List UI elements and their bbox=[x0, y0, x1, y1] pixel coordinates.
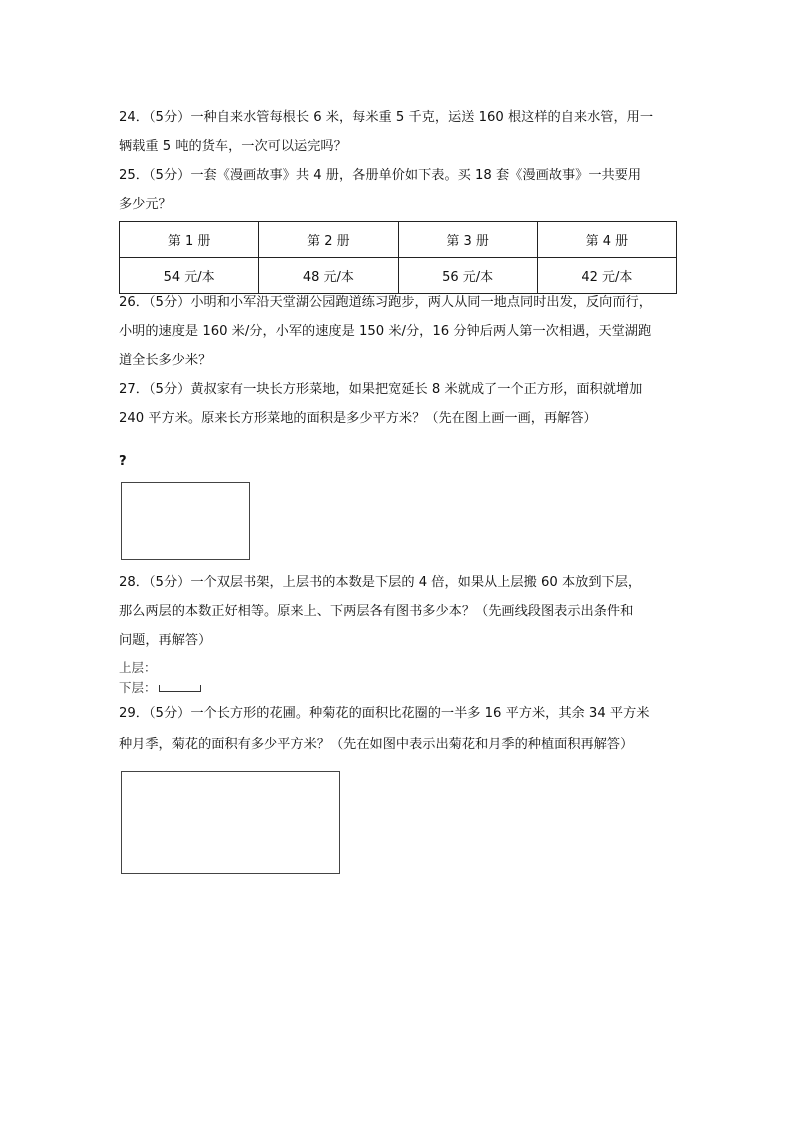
q29-line2: 种月季，菊花的面积有多少平方米？（先在如图中表示出菊花和月季的种植面积再解答） bbox=[119, 737, 634, 752]
q25-line2: 多少元？ bbox=[119, 197, 172, 212]
q26-line1: 26．（5分）小明和小军沿天堂湖公园跑道练习跑步，两人从同一地点同时出发，反向而行， bbox=[119, 295, 652, 310]
upper-shelf-label: 上层： bbox=[119, 660, 157, 675]
q27-line1: 27．（5分）黄叔家有一块长方形菜地，如果把宽延长 8 米就成了一个正方形，面积就增加 bbox=[119, 382, 643, 397]
rectangle-figure-q27 bbox=[121, 482, 250, 560]
q28-line2: 那么两层的本数正好相等。原来上、下两层各有图书多少本？（先画线段图表示出条件和 bbox=[119, 604, 634, 619]
table-cell: 第 3 册 bbox=[398, 222, 537, 258]
q29-line1: 29．（5分）一个长方形的花圃。种菊花的面积比花圈的一半多 16 平方米，其余 34 平方米 bbox=[119, 706, 650, 721]
lower-shelf-row bbox=[119, 678, 201, 698]
q28-line1: 28．（5分）一个双层书架，上层书的本数是下层的 4 倍，如果从上层搬 60 本放到下层， bbox=[119, 575, 642, 590]
table-cell: 第 1 册 bbox=[120, 222, 259, 258]
q25-line1: 25．（5分）一套《漫画故事》共 4 册，各册单价如下表。买 18 套《漫画故事》一共要用 bbox=[119, 168, 642, 183]
q28-line3: 问题，再解答） bbox=[119, 633, 212, 648]
table-cell: 56 元/本 bbox=[398, 258, 537, 294]
lower-shelf-label: 下层： bbox=[119, 680, 157, 695]
table-header-row bbox=[120, 222, 677, 258]
table-row bbox=[120, 258, 677, 294]
q26-line3: 道全长多少米？ bbox=[119, 353, 212, 368]
table-cell: 54 元/本 bbox=[120, 258, 259, 294]
q26-line2: 小明的速度是 160 米/分，小军的速度是 150 米/分，16 分钟后两人第一次相遇，天堂湖跑 bbox=[119, 324, 652, 339]
line-segment-figure bbox=[159, 685, 201, 692]
q27-line2: 240 平方米。原来长方形菜地的面积是多少平方米？（先在图上画一画，再解答） bbox=[119, 411, 597, 426]
q24-line2: 辆载重 5 吨的货车，一次可以运完吗？ bbox=[119, 139, 347, 154]
q24-line1: 24．（5分）一种自来水管每根长 6 米，每米重 5 千克，运送 160 根这样的自来水管，用一 bbox=[119, 110, 654, 125]
table-cell: 48 元/本 bbox=[259, 258, 398, 294]
table-cell: 第 2 册 bbox=[259, 222, 398, 258]
rectangle-figure-q29 bbox=[121, 771, 340, 874]
price-table bbox=[119, 221, 677, 294]
q27-mark: ? bbox=[119, 454, 127, 469]
table-cell: 第 4 册 bbox=[537, 222, 676, 258]
table-cell: 42 元/本 bbox=[537, 258, 676, 294]
